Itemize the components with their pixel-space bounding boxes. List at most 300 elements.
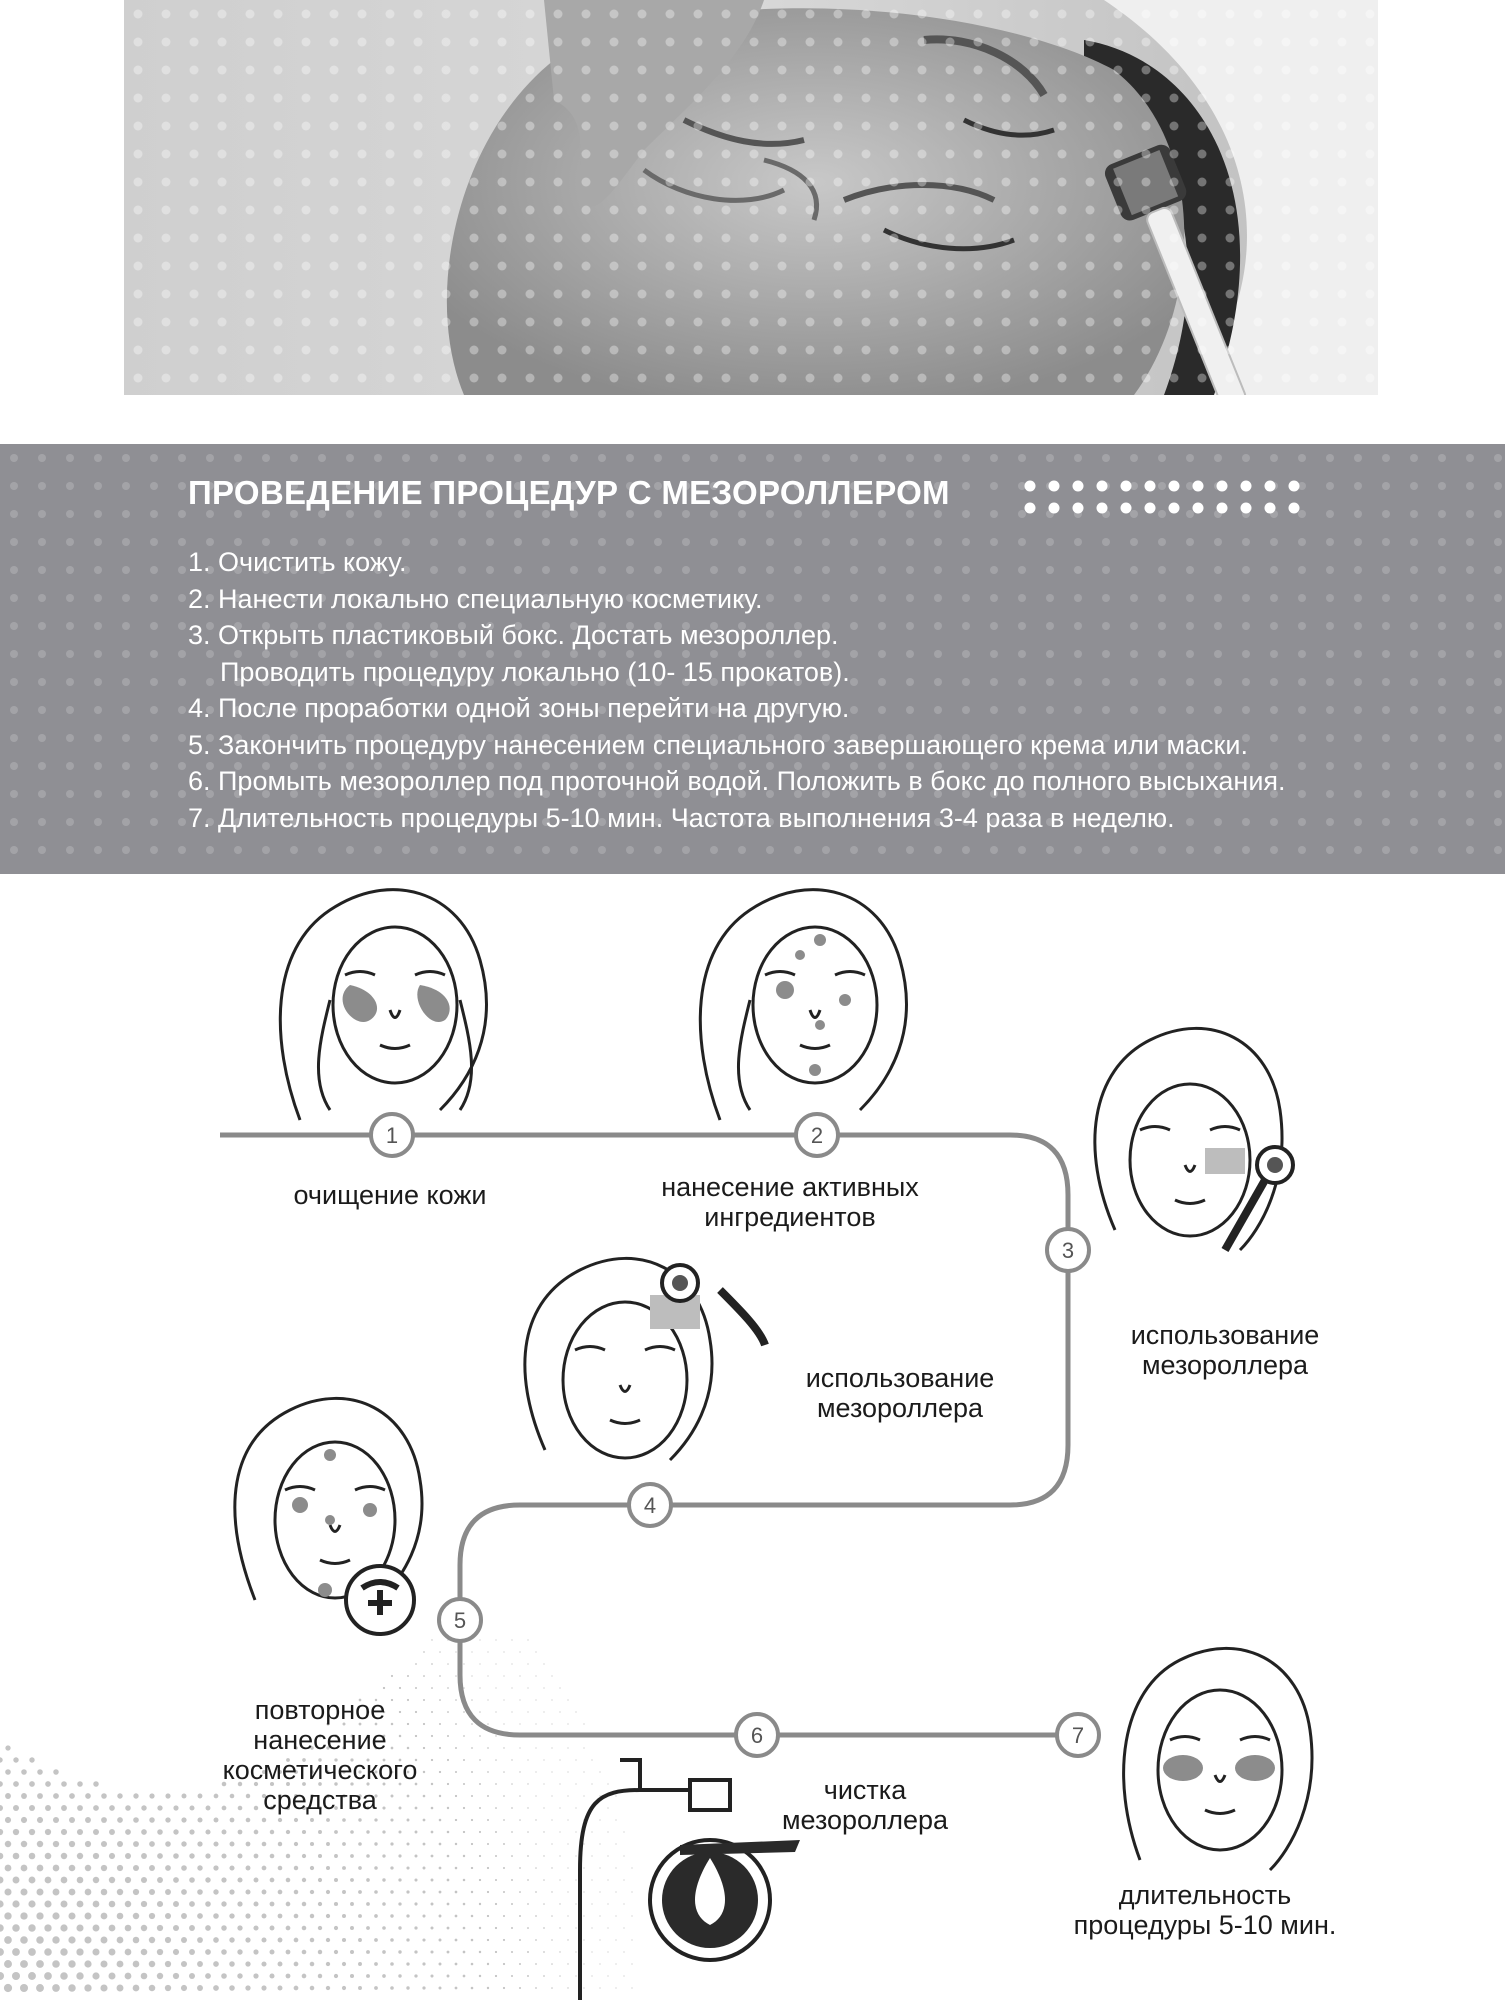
wave-dot: [479, 1711, 481, 1713]
wave-dot: [503, 1795, 505, 1797]
step-badge-4: [629, 1484, 671, 1526]
wave-dot: [382, 1878, 385, 1881]
wave-dot: [575, 1855, 576, 1856]
decor-dot: [1217, 481, 1228, 492]
wave-dot: [519, 1963, 521, 1965]
wave-dot: [173, 1853, 179, 1859]
wave-dot: [358, 1890, 362, 1894]
step-7-label: [1055, 1880, 1355, 1940]
wave-dot: [278, 1866, 283, 1871]
wave-dot: [101, 1817, 107, 1823]
wave-dot: [53, 1889, 60, 1896]
wave-dot: [37, 1769, 43, 1775]
wave-dot: [535, 1819, 536, 1820]
wave-dot: [253, 1901, 258, 1906]
wave-dot: [575, 1711, 576, 1712]
wave-dot: [599, 1939, 600, 1940]
wave-dot: [44, 1900, 51, 1907]
wave-dot: [631, 1915, 632, 1916]
wave-dot: [294, 1866, 298, 1870]
wave-dot: [479, 1687, 480, 1688]
wave-dot: [254, 1830, 259, 1835]
wave-dot: [294, 1986, 299, 1991]
wave-dot: [511, 1903, 513, 1905]
decor-dot: [1025, 503, 1036, 514]
wave-dot: [117, 1889, 123, 1895]
wave-dot: [487, 1723, 489, 1725]
wave-dot: [511, 1879, 513, 1881]
wave-dot: [607, 1831, 608, 1832]
step-7-label-line: процедуры 5-10 мин.: [1073, 1910, 1337, 1940]
wave-dot: [197, 1865, 202, 1870]
wave-dot: [382, 1902, 386, 1906]
wave-dot: [197, 1937, 203, 1943]
decor-dot: [1121, 503, 1132, 514]
wave-dot: [439, 1675, 441, 1677]
wave-dot: [205, 1925, 211, 1931]
wave-dot: [270, 1878, 275, 1883]
wave-dot: [205, 1877, 210, 1882]
wave-dot: [471, 1891, 473, 1893]
wave-dot: [117, 1841, 123, 1847]
wave-dot: [623, 1855, 624, 1856]
wave-dot: [269, 1973, 274, 1978]
wave-dot: [125, 1805, 131, 1811]
wave-dot: [53, 1865, 60, 1872]
wave-dot: [583, 1747, 584, 1748]
wave-dot: [535, 1867, 537, 1869]
instructions-list: [188, 544, 1286, 836]
wave-dot: [117, 1937, 124, 1944]
wave-dot: [173, 1925, 179, 1931]
wave-dot: [76, 1948, 83, 1955]
wave-dot: [28, 1900, 35, 1907]
wave-dot: [374, 1986, 378, 1990]
wave-dot: [366, 1854, 370, 1858]
wave-dot: [37, 1793, 43, 1799]
wave-dot: [4, 1912, 11, 1919]
wave-dot: [358, 1866, 362, 1870]
wave-dot: [583, 1795, 584, 1796]
instruction-step-continuation: Проводить процедуру локально (10- 15 прокатов).: [220, 656, 850, 687]
wave-dot: [254, 1854, 259, 1859]
wave-dot: [221, 1973, 227, 1979]
wave-dot: [165, 1985, 171, 1991]
wave-dot: [599, 1915, 600, 1916]
wave-dot: [471, 1651, 472, 1652]
wave-dot: [455, 1819, 457, 1821]
step-2-label: [640, 1172, 940, 1232]
wave-dot: [527, 1855, 529, 1857]
wave-dot: [495, 1927, 497, 1929]
wave-dot: [559, 1711, 560, 1712]
decor-dot: [1073, 503, 1084, 514]
wave-dot: [262, 1914, 267, 1919]
wave-dot: [61, 1805, 67, 1811]
wave-dot: [125, 1853, 131, 1859]
wave-dot: [415, 1831, 418, 1834]
wave-dot: [101, 1865, 107, 1871]
wave-dot: [45, 1877, 52, 1884]
wave-dot: [29, 1805, 35, 1811]
wave-dot: [591, 1975, 592, 1976]
wave-dot: [28, 1972, 36, 1980]
wave-dot: [455, 1651, 456, 1652]
wave-dot: [503, 1843, 505, 1845]
wave-dot: [479, 1807, 481, 1809]
wave-dot: [527, 1831, 529, 1833]
wave-dot: [366, 1926, 370, 1930]
wave-dot: [575, 1927, 576, 1928]
wave-dot: [222, 1830, 227, 1835]
wave-dot: [422, 1914, 425, 1917]
wave-dot: [398, 1902, 401, 1905]
wave-dot: [133, 1985, 140, 1992]
wave-dot: [205, 1829, 210, 1834]
wave-dot: [567, 1819, 568, 1820]
wave-dot: [463, 1711, 465, 1713]
wave-dot: [535, 1771, 536, 1772]
wave-dot: [631, 1939, 632, 1940]
decor-dot: [1097, 503, 1108, 514]
wave-dot: [382, 1854, 385, 1857]
wave-dot: [567, 1915, 568, 1916]
wave-dot: [447, 1831, 450, 1834]
wave-dot: [511, 1975, 513, 1977]
wave-dot: [414, 1974, 417, 1977]
wave-dot: [310, 1866, 314, 1870]
wave-dot: [487, 1867, 489, 1869]
wave-dot: [615, 1867, 616, 1868]
wave-dot: [487, 1891, 489, 1893]
wave-dot: [29, 1853, 36, 1860]
face-cream-icon: [235, 1398, 422, 1634]
wave-dot: [495, 1687, 496, 1688]
wave-dot: [342, 1866, 346, 1870]
wave-dot: [270, 1926, 275, 1931]
wave-dot: [455, 1699, 457, 1701]
wave-dot: [390, 1962, 394, 1966]
wave-dot: [310, 1962, 315, 1967]
wave-dot: [358, 1986, 362, 1990]
wave-dot: [149, 1913, 155, 1919]
wave-dot: [141, 1829, 147, 1835]
wave-dot: [334, 1902, 338, 1906]
wave-dot: [36, 1912, 43, 1919]
wave-dot: [559, 1807, 560, 1808]
wave-dot: [117, 1817, 123, 1823]
wave-dot: [559, 1927, 560, 1928]
wave-dot: [294, 1938, 299, 1943]
wave-dot: [37, 1817, 43, 1823]
wave-dot: [430, 1950, 433, 1953]
wave-dot: [21, 1817, 27, 1823]
wave-dot: [398, 1830, 401, 1833]
wave-dot: [125, 1829, 131, 1835]
wave-dot: [607, 1855, 608, 1856]
wave-dot: [479, 1663, 480, 1664]
wave-dot: [133, 1841, 139, 1847]
decor-dot: [1265, 481, 1276, 492]
wave-dot: [20, 1960, 28, 1968]
wave-dot: [551, 1891, 552, 1892]
svg-text:3: 3: [1061, 1238, 1075, 1263]
face-result-icon: [1124, 1648, 1312, 1870]
wave-dot: [29, 1781, 35, 1787]
wave-dot: [479, 1903, 481, 1905]
wave-dot: [350, 1974, 354, 1978]
wave-dot: [463, 1831, 465, 1833]
wave-dot: [342, 1842, 346, 1846]
wave-dot: [173, 1877, 179, 1883]
wave-dot: [559, 1759, 560, 1760]
wave-dot: [100, 1984, 107, 1991]
wave-dot: [310, 1914, 314, 1918]
wave-dot: [117, 1961, 124, 1968]
wave-dot: [302, 1950, 307, 1955]
wave-dot: [423, 1843, 426, 1846]
step-2-label-line: нанесение активных: [661, 1172, 919, 1202]
wave-dot: [503, 1867, 505, 1869]
wave-dot: [84, 1936, 91, 1943]
wave-dot: [262, 1818, 266, 1822]
wave-dot: [68, 1984, 76, 1992]
wave-dot: [383, 1687, 385, 1689]
wave-dot: [189, 1877, 195, 1883]
wave-dot: [197, 1889, 203, 1895]
wave-dot: [253, 1925, 258, 1930]
wave-dot: [45, 1805, 51, 1811]
wave-dot: [4, 1960, 12, 1968]
wave-dot: [495, 1903, 497, 1905]
wave-dot: [93, 1853, 99, 1859]
wave-dot: [511, 1759, 512, 1760]
wave-dot: [551, 1747, 552, 1748]
wave-dot: [519, 1867, 521, 1869]
wave-dot: [527, 1663, 528, 1664]
wave-dot: [390, 1938, 394, 1942]
wave-dot: [519, 1843, 521, 1845]
wave-dot: [350, 1830, 354, 1834]
wave-dot: [76, 1924, 83, 1931]
wave-dot: [551, 1771, 552, 1772]
wave-dot: [141, 1805, 146, 1810]
wave-dot: [278, 1818, 282, 1822]
wave-dot: [543, 1927, 545, 1929]
wave-dot: [294, 1818, 298, 1822]
wave-dot: [310, 1890, 314, 1894]
wave-dot: [109, 1805, 115, 1811]
wave-dot: [503, 1963, 505, 1965]
wave-dot: [495, 1759, 497, 1761]
wave-dot: [439, 1819, 442, 1822]
wave-dot: [37, 1841, 43, 1847]
wave-dot: [20, 1888, 27, 1895]
wave-dot: [53, 1793, 59, 1799]
decor-dot: [1241, 503, 1252, 514]
wave-dot: [37, 1889, 44, 1896]
wave-dot: [414, 1878, 417, 1881]
wave-dot: [101, 1841, 107, 1847]
wave-dot: [366, 1950, 370, 1954]
wave-dot: [213, 1841, 218, 1846]
wave-dot: [133, 1817, 139, 1823]
wave-dot: [511, 1639, 512, 1640]
wave-dot: [157, 1949, 163, 1955]
wave-dot: [551, 1987, 553, 1989]
wave-dot: [60, 1924, 67, 1931]
wave-dot: [165, 1841, 171, 1847]
wave-dot: [0, 1829, 3, 1835]
wave-dot: [519, 1699, 520, 1700]
instruction-step: 5. Закончить процедуру нанесением специального завершающего крема или маски.: [188, 729, 1248, 760]
wave-dot: [13, 1805, 19, 1811]
wave-dot: [487, 1651, 488, 1652]
wave-dot: [213, 1961, 219, 1967]
wave-dot: [69, 1865, 76, 1872]
wave-dot: [599, 1819, 600, 1820]
wave-dot: [503, 1675, 504, 1676]
wave-dot: [13, 1853, 20, 1860]
wave-dot: [559, 1855, 560, 1856]
wave-dot: [503, 1939, 505, 1941]
wave-dot: [5, 1865, 12, 1872]
wave-dot: [52, 1936, 59, 1943]
wave-dot: [591, 1855, 592, 1856]
wave-dot: [36, 1936, 44, 1944]
decor-dot: [1145, 481, 1156, 492]
step-3-label: [1105, 1320, 1345, 1380]
wave-dot: [181, 1865, 187, 1871]
wave-dot: [623, 1903, 624, 1904]
wave-dot: [189, 1925, 195, 1931]
wave-dot: [511, 1831, 513, 1833]
wave-dot: [527, 1975, 529, 1977]
wave-dot: [551, 1795, 552, 1796]
wave-dot: [406, 1938, 409, 1941]
wave-dot: [326, 1842, 330, 1846]
wave-dot: [406, 1962, 409, 1965]
wave-dot: [157, 1877, 163, 1883]
wave-dot: [495, 1639, 496, 1640]
step-6-label: [755, 1775, 975, 1835]
wave-dot: [527, 1879, 529, 1881]
wave-dot: [61, 1781, 67, 1787]
wave-dot: [270, 1902, 275, 1907]
wave-dot: [12, 1972, 20, 1980]
wave-dot: [109, 1853, 115, 1859]
wave-dot: [575, 1975, 576, 1976]
wave-dot: [374, 1890, 378, 1894]
step-1-label: [280, 1180, 500, 1210]
wave-dot: [559, 1879, 560, 1880]
wave-dot: [4, 1936, 12, 1944]
wave-dot: [0, 1757, 3, 1762]
wave-dot: [551, 1963, 553, 1965]
wave-dot: [551, 1699, 552, 1700]
wave-dot: [527, 1783, 528, 1784]
wave-dot: [261, 1937, 266, 1942]
wave-dot: [567, 1891, 568, 1892]
wave-dot: [511, 1783, 513, 1785]
wave-dot: [13, 1829, 19, 1835]
wave-dot: [326, 1866, 330, 1870]
wave-dot: [68, 1960, 75, 1967]
wave-dot: [495, 1807, 497, 1809]
wave-dot: [221, 1853, 226, 1858]
wave-dot: [366, 1974, 370, 1978]
wave-dot: [535, 1843, 537, 1845]
wave-dot: [455, 1795, 457, 1797]
wave-dot: [447, 1975, 450, 1978]
wave-dot: [422, 1890, 425, 1893]
wave-dot: [245, 1985, 250, 1990]
wave-dot: [567, 1699, 568, 1700]
wave-dot: [447, 1903, 450, 1906]
face-roller-forehead-icon: [525, 1258, 765, 1460]
wave-dot: [535, 1987, 537, 1989]
wave-dot: [599, 1987, 600, 1988]
wave-dot: [125, 1973, 132, 1980]
wave-dot: [487, 1675, 488, 1676]
wave-dot: [583, 1723, 584, 1724]
wave-dot: [149, 1865, 155, 1871]
wave-dot: [141, 1877, 147, 1883]
wave-dot: [29, 1757, 34, 1762]
wave-dot: [157, 1853, 163, 1859]
wave-dot: [28, 1948, 36, 1956]
wave-dot: [422, 1986, 425, 1989]
wave-dot: [471, 1675, 472, 1676]
wave-dot: [559, 1975, 561, 1977]
wave-dot: [471, 1795, 473, 1797]
wave-dot: [318, 1902, 322, 1906]
wave-dot: [471, 1771, 473, 1773]
wave-dot: [61, 1877, 68, 1884]
wave-dot: [567, 1771, 568, 1772]
wave-dot: [439, 1963, 442, 1966]
wave-dot: [575, 1807, 576, 1808]
wave-dot: [495, 1951, 497, 1953]
wave-dot: [583, 1939, 584, 1940]
wave-dot: [342, 1986, 346, 1990]
instruction-step: 4. После проработки одной зоны перейти на другую.: [188, 693, 850, 723]
wave-dot: [487, 1843, 489, 1845]
wave-dot: [615, 1915, 616, 1916]
wave-dot: [447, 1759, 449, 1761]
wave-dot: [479, 1783, 481, 1785]
wave-dot: [447, 1951, 450, 1954]
wave-dot: [559, 1687, 560, 1688]
wave-dot: [342, 1962, 346, 1966]
wave-dot: [431, 1855, 434, 1858]
wave-dot: [149, 1985, 156, 1992]
wave-dot: [631, 1891, 632, 1892]
decor-dot: [1121, 481, 1132, 492]
step-7-label-line: длительность: [1118, 1880, 1292, 1910]
wave-dot: [358, 1938, 362, 1942]
wave-dot: [399, 1687, 401, 1689]
wave-dot: [559, 1951, 560, 1952]
wave-dot: [615, 1987, 616, 1988]
decor-dot: [1217, 503, 1228, 514]
wave-dot: [310, 1986, 315, 1991]
wave-dot: [527, 1927, 529, 1929]
wave-dot: [551, 1675, 552, 1676]
wave-dot: [455, 1771, 457, 1773]
wave-dot: [423, 1867, 426, 1870]
wave-dot: [270, 1854, 275, 1859]
